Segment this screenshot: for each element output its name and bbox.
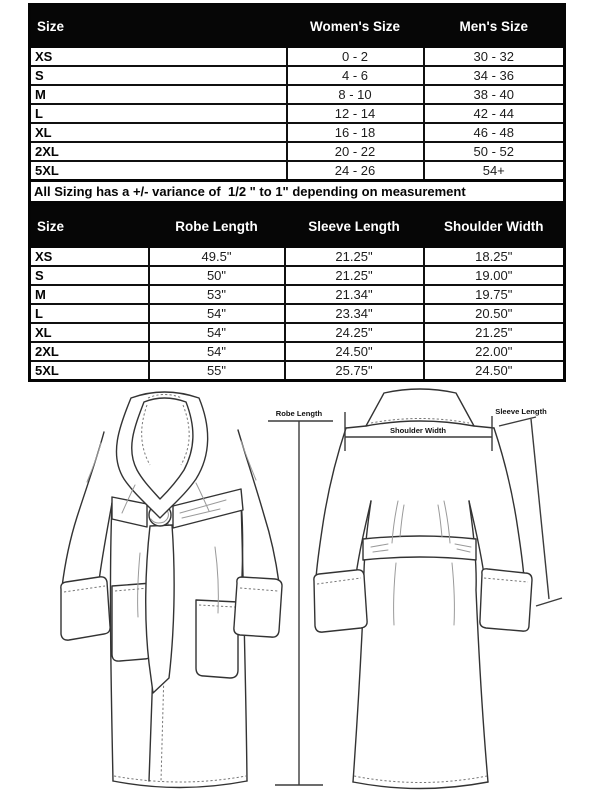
mens-size-value: 50 - 52 [424, 142, 565, 161]
column-header-mens-size: Men's Size [424, 5, 565, 48]
table-row [30, 123, 565, 142]
size-label: 2XL [30, 142, 287, 161]
table-row [30, 47, 565, 66]
size-label: XS [30, 47, 287, 66]
womens-size-value: 0 - 2 [287, 47, 424, 66]
footnote-row [30, 181, 565, 203]
robe-measurement-diagram [0, 385, 600, 800]
shoulder-width-value: 18.25" [424, 247, 565, 266]
sizing-variance-note: All Sizing has a +/- variance of 1/2 " to 1" depending on measurement [30, 181, 565, 203]
measurement-chart-table [28, 203, 566, 382]
size-label: S [30, 66, 287, 85]
robe-length-label: Robe Length [275, 409, 323, 418]
robe-length-value: 54" [149, 342, 285, 361]
shoulder-width-value: 21.25" [424, 323, 565, 342]
robe-length-value: 53" [149, 285, 285, 304]
size-chart-header-row [30, 5, 565, 48]
sleeve-length-value: 24.50" [285, 342, 424, 361]
column-header-sleeve-length: Sleeve Length [285, 205, 424, 248]
size-label: L [30, 304, 149, 323]
table-row [30, 104, 565, 123]
table-row [30, 361, 565, 381]
size-label: M [30, 285, 149, 304]
table-row [30, 323, 565, 342]
size-label: 2XL [30, 342, 149, 361]
womens-size-value: 4 - 6 [287, 66, 424, 85]
sleeve-length-value: 23.34" [285, 304, 424, 323]
mens-size-value: 30 - 32 [424, 47, 565, 66]
robe-length-value: 49.5" [149, 247, 285, 266]
table-row [30, 85, 565, 104]
column-header-robe-length: Robe Length [149, 205, 285, 248]
robe-back-drawing [314, 389, 532, 789]
robe-length-value: 55" [149, 361, 285, 381]
sleeve-length-value: 25.75" [285, 361, 424, 381]
table-row [30, 161, 565, 181]
shoulder-width-value: 22.00" [424, 342, 565, 361]
womens-size-value: 24 - 26 [287, 161, 424, 181]
womens-size-value: 16 - 18 [287, 123, 424, 142]
sleeve-length-value: 21.34" [285, 285, 424, 304]
womens-size-value: 12 - 14 [287, 104, 424, 123]
mens-size-value: 42 - 44 [424, 104, 565, 123]
size-label: XL [30, 323, 149, 342]
robe-length-value: 50" [149, 266, 285, 285]
size-label: M [30, 85, 287, 104]
table-row [30, 266, 565, 285]
robe-length-value: 54" [149, 304, 285, 323]
size-label: XS [30, 247, 149, 266]
column-header-size: Size [30, 205, 149, 248]
table-row [30, 342, 565, 361]
mens-size-value: 46 - 48 [424, 123, 565, 142]
shoulder-width-value: 19.00" [424, 266, 565, 285]
table-row [30, 304, 565, 323]
mens-size-value: 54+ [424, 161, 565, 181]
size-chart-table [28, 3, 566, 204]
size-label: L [30, 104, 287, 123]
size-label: XL [30, 123, 287, 142]
size-label: 5XL [30, 361, 149, 381]
mens-size-value: 38 - 40 [424, 85, 565, 104]
robe-length-value: 54" [149, 323, 285, 342]
shoulder-width-label: Shoulder Width [389, 426, 447, 435]
sleeve-length-value: 24.25" [285, 323, 424, 342]
table-row [30, 142, 565, 161]
sleeve-length-label: Sleeve Length [495, 407, 547, 416]
table-row [30, 285, 565, 304]
measurement-header-row [30, 205, 565, 248]
sleeve-length-value: 21.25" [285, 266, 424, 285]
shoulder-width-value: 19.75" [424, 285, 565, 304]
table-row [30, 66, 565, 85]
robe-front-drawing [61, 392, 282, 788]
size-label: 5XL [30, 161, 287, 181]
shoulder-width-value: 24.50" [424, 361, 565, 381]
column-header-size: Size [30, 5, 287, 48]
shoulder-width-value: 20.50" [424, 304, 565, 323]
table-row [30, 247, 565, 266]
mens-size-value: 34 - 36 [424, 66, 565, 85]
sleeve-length-value: 21.25" [285, 247, 424, 266]
size-label: S [30, 266, 149, 285]
column-header-shoulder-width: Shoulder Width [424, 205, 565, 248]
womens-size-value: 20 - 22 [287, 142, 424, 161]
column-header-womens-size: Women's Size [287, 5, 424, 48]
womens-size-value: 8 - 10 [287, 85, 424, 104]
